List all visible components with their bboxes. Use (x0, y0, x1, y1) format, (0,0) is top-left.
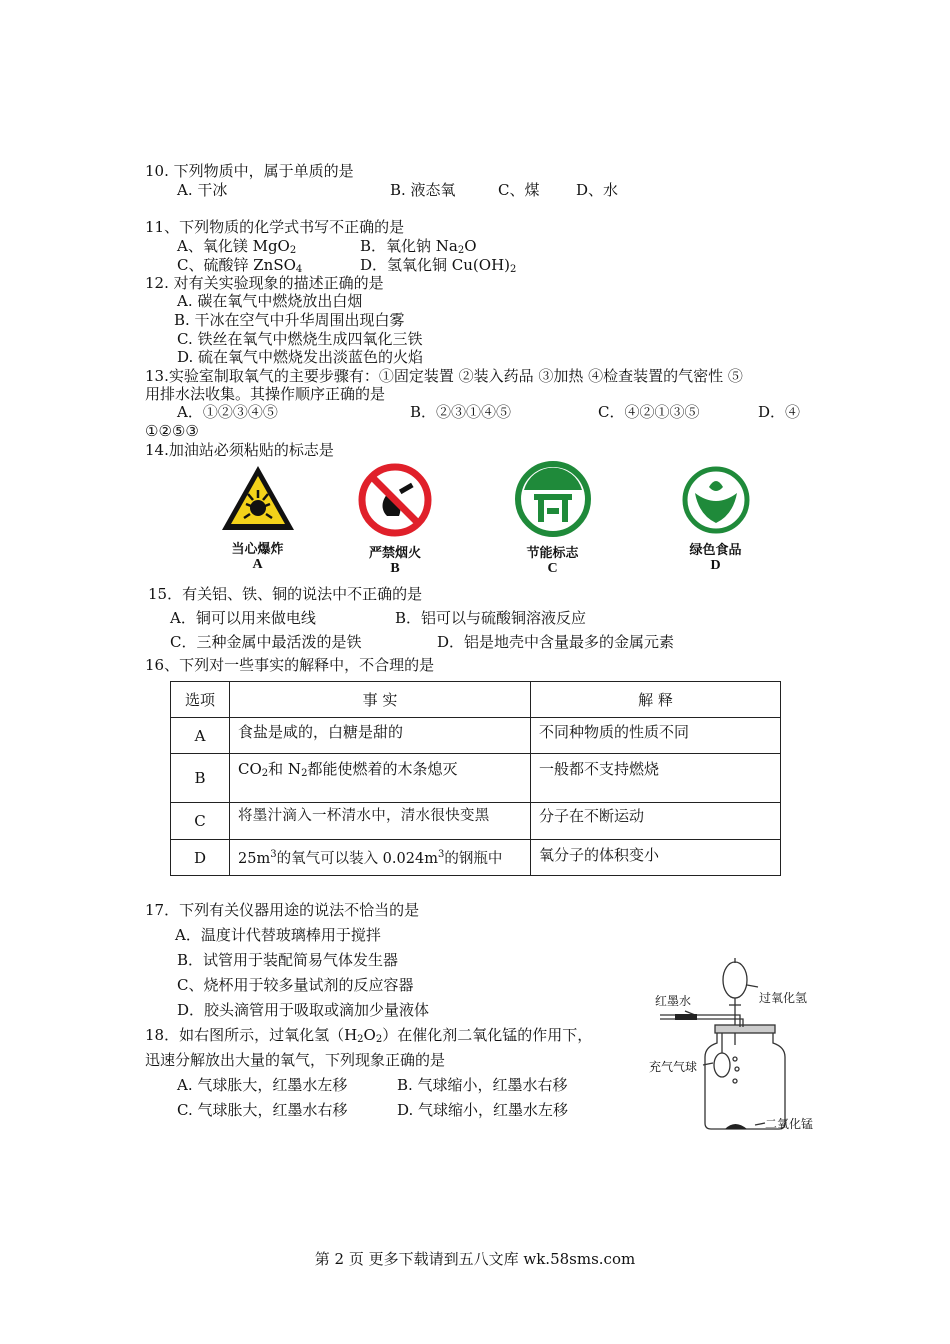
sign-b (345, 462, 445, 577)
q13-option-d-cont: ①②⑤③ (145, 422, 199, 440)
table-header-row (171, 682, 781, 718)
q11-option-a: A、氧化镁 MgO$_2$ (177, 237, 297, 256)
table-row (171, 754, 781, 803)
row-fact: 将墨汁滴入一杯清水中，清水很快变黑 (230, 803, 531, 840)
row-explanation: 一般都不支持燃烧 (531, 754, 781, 803)
q18-option-d: D. 气球缩小，红墨水左移 (397, 1101, 569, 1119)
q11-option-d: D．氢氧化铜 $Cu(OH)_2$ (360, 256, 517, 275)
sign-b-letter: B (390, 561, 400, 576)
row-explanation: 不同种物质的性质不同 (531, 718, 781, 754)
q10-option-d: D、水 (576, 181, 619, 199)
q18-stem-line1: 18．如右图所示，过氧化氢$(H_2O_2)$在催化剂二氧化锰的作用下， (145, 1026, 593, 1045)
q10-option-a: A. 干冰 (177, 181, 228, 199)
header-option: 选项 (171, 682, 230, 718)
q10-stem: 10. 下列物质中，属于单质的是 (145, 162, 354, 180)
q17-option-a: A．温度计代替玻璃棒用于搅拌 (175, 926, 381, 944)
q12-option-b: B. 干冰在空气中升华周围出现白雾 (174, 311, 405, 329)
q11-stem: 11、下列物质的化学式书写不正确的是 (145, 218, 405, 236)
page-footer: 第 2 页 更多下载请到五八文库 wk.58sms.com (314, 1250, 636, 1268)
sign-a (210, 462, 305, 573)
green-food-icon (681, 465, 751, 535)
sign-c (505, 460, 600, 577)
q15-option-d: D．铝是地壳中含量最多的金属元素 (437, 633, 675, 651)
q16-table (170, 681, 781, 876)
sign-d-label: 绿色食品 (689, 543, 742, 558)
sign-b-label: 严禁烟火 (368, 546, 421, 561)
label-balloon: 充气气球 (649, 1060, 698, 1074)
q16-stem: 16、下列对一些事实的解释中，不合理的是 (145, 656, 435, 674)
energy-saving-icon (514, 460, 592, 538)
row-option: B (171, 754, 230, 803)
row-fact: $25m^3$的氧气可以装入 $0.024m^3$的钢瓶中 (230, 840, 531, 876)
sign-d-letter: D (710, 558, 721, 573)
header-explanation: 解 释 (531, 682, 781, 718)
q12-option-c: C. 铁丝在氧气中燃烧生成四氧化三铁 (177, 330, 423, 348)
label-manganese-dioxide: 二氧化锰 (765, 1117, 814, 1131)
explosion-warning-icon (218, 462, 298, 534)
q12-option-a: A. 碳在氧气中燃烧放出白烟 (177, 292, 363, 310)
q14-stem: 14.加油站必须粘贴的标志是 (145, 441, 334, 459)
q17-stem: 17．下列有关仪器用途的说法不恰当的是 (145, 901, 420, 919)
q18-option-b: B. 气球缩小，红墨水右移 (397, 1076, 568, 1094)
q15-option-c: C．三种金属中最活泼的是铁 (170, 633, 362, 651)
q18-option-c: C. 气球胀大，红墨水右移 (177, 1101, 348, 1119)
q11-option-b: B．氧化钠 $Na_2O$ (360, 237, 477, 256)
row-option: D (171, 840, 230, 876)
q15-option-a: A．铜可以用来做电线 (170, 609, 316, 627)
q10-option-b: B. 液态氧 (390, 181, 456, 199)
flask-apparatus-icon (655, 955, 825, 1135)
row-option: C (171, 803, 230, 840)
table-row (171, 840, 781, 876)
label-red-ink: 红墨水 (655, 994, 692, 1008)
table-row (171, 803, 781, 840)
q17-option-b: B．试管用于装配简易气体发生器 (177, 951, 399, 969)
row-explanation: 分子在不断运动 (531, 803, 781, 840)
row-fact: 食盐是咸的，白糖是甜的 (230, 718, 531, 754)
header-fact: 事 实 (230, 682, 531, 718)
q18-apparatus-diagram (649, 955, 825, 1135)
sign-d (668, 465, 763, 574)
q15-stem: 15．有关铝、铁、铜的说法中不正确的是 (148, 585, 423, 603)
q13-option-b: B．②③①④⑤ (410, 403, 512, 421)
q17-option-c: C、烧杯用于较多量试剂的反应容器 (177, 976, 414, 994)
row-option: A (171, 718, 230, 754)
q15-option-b: B．铝可以与硫酸铜溶液反应 (395, 609, 587, 627)
q17-option-d: D．胶头滴管用于吸取或滴加少量液体 (177, 1001, 430, 1019)
q12-stem: 12. 对有关实验现象的描述正确的是 (145, 274, 384, 292)
q18-stem-line2: 迅速分解放出大量的氧气，下列现象正确的是 (145, 1051, 446, 1069)
q13-option-c: C．④②①③⑤ (598, 403, 700, 421)
q12-option-d: D. 硫在氧气中燃烧发出淡蓝色的火焰 (177, 348, 424, 366)
sign-c-label: 节能标志 (526, 546, 579, 561)
q18-option-a: A. 气球胀大，红墨水左移 (177, 1076, 348, 1094)
no-fire-icon (357, 462, 433, 538)
q13-stem-line2: 用排水法收集。其操作顺序正确的是 (145, 385, 386, 403)
row-explanation: 氧分子的体积变小 (531, 840, 781, 876)
sign-c-letter: C (547, 561, 558, 576)
table-row (171, 718, 781, 754)
sign-a-label: 当心爆炸 (231, 542, 284, 557)
q13-stem-line1: 13.实验室制取氧气的主要步骤有：①固定装置 ②装入药品 ③加热 ④检查装置的气密性 ⑤ (145, 367, 743, 385)
q13-option-d: D．④ (758, 403, 801, 421)
sign-a-letter: A (252, 557, 263, 572)
label-hydrogen-peroxide: 过氧化氢 (759, 991, 808, 1005)
q11-option-c: C、硫酸锌 ZnSO$_4$ (177, 256, 303, 275)
q10-option-c: C、煤 (498, 181, 540, 199)
row-fact: $CO_2$和 $N_2$都能使燃着的木条熄灭 (230, 754, 531, 803)
q13-option-a: A．①②③④⑤ (177, 403, 278, 421)
